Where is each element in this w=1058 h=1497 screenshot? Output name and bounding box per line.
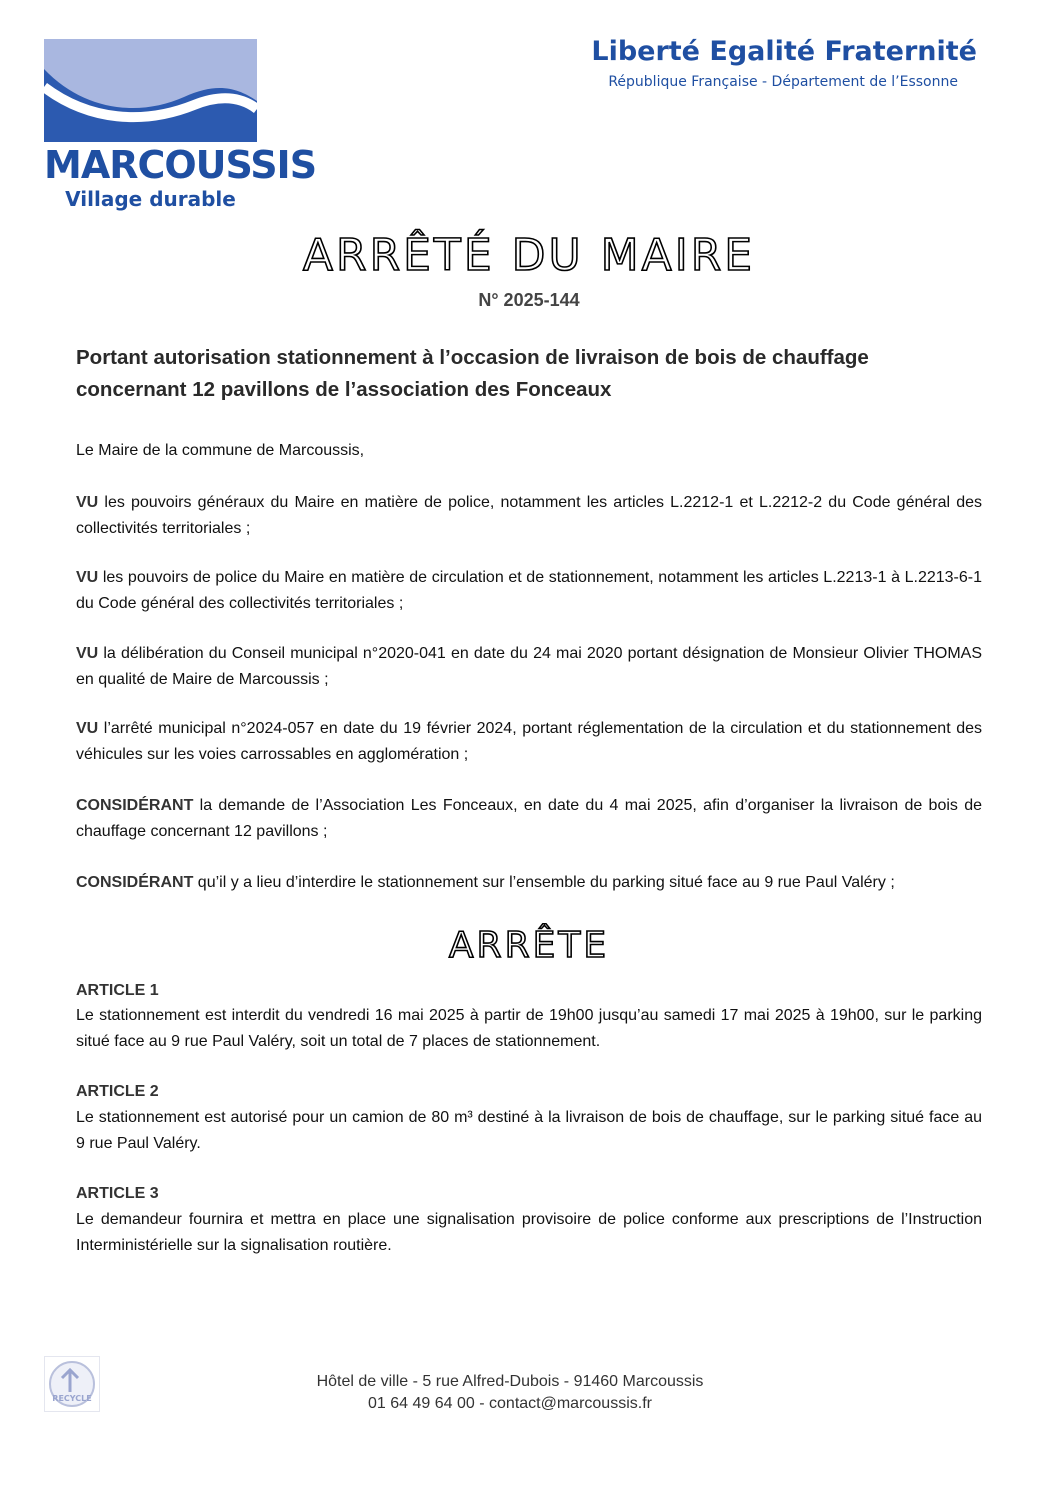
- footer-contact: 01 64 49 64 00 - contact@marcoussis.fr: [368, 1395, 652, 1412]
- arrete-heading: ARRÊTE: [448, 925, 610, 966]
- footer-address: Hôtel de ville - 5 rue Alfred-Dubois - 91460 Marcoussis: [316, 1373, 704, 1390]
- article-text: Le stationnement est interdit du vendredi 16 mai 2025 à partir de 19h00 jusqu’au samedi 17 mai 2025 à 19h00, sur le parking situé face au 9 rue Paul Valéry, soit un total de 7 places de stationnement.: [76, 1007, 982, 1050]
- preamble-text: la demande de l’Association Les Fonceaux, en date du 4 mai 2025, afin d’organiser la livraison de bois de chauffage concernant 12 pavillons ;: [76, 797, 982, 840]
- preamble-paragraph: [76, 641, 982, 693]
- preamble-paragraph: [76, 490, 982, 542]
- intro-paragraph: Le Maire de la commune de Marcoussis,: [76, 442, 365, 459]
- document-subject: Portant autorisation stationnement à l’occasion de livraison de bois de chauffage concernant 12 pavillons de l’association des Fonceaux: [76, 346, 869, 401]
- logo-name: MARCOUSSIS: [44, 143, 317, 187]
- article-text: Le demandeur fournira et mettra en place une signalisation provisoire de police conforme aux prescriptions de l’Instruction Interministérielle sur la signalisation routière.: [76, 1211, 982, 1254]
- considerant-paragraph: [76, 793, 982, 845]
- preamble-paragraph: [76, 565, 982, 617]
- preamble-keyword: VU: [76, 645, 99, 662]
- document-title: ARRÊTÉ DU MAIRE: [302, 230, 756, 281]
- preamble-keyword: VU: [76, 494, 99, 511]
- considerant-paragraph: [76, 870, 982, 896]
- preamble-text: les pouvoirs généraux du Maire en matière de police, notamment les articles L.2212-1 et L.2212-2 du Code général des collectivités territoriales ;: [76, 494, 982, 537]
- recycle-label: RECYCLE: [52, 1394, 92, 1403]
- recycled-paper-icon: [44, 1356, 100, 1412]
- preamble-keyword: VU: [76, 569, 99, 586]
- department-line: République Française - Département de l’Essonne: [608, 74, 958, 90]
- preamble-text: la délibération du Conseil municipal n°2020-041 en date du 24 mai 2020 portant désignation de Monsieur Olivier THOMAS en qualité de Maire de Marcoussis ;: [76, 645, 982, 688]
- preamble-keyword: VU: [76, 720, 99, 737]
- preamble-paragraph: [76, 716, 982, 768]
- preamble-text: qu’il y a lieu d’interdire le stationnement sur l’ensemble du parking situé face au 9 rue Paul Valéry ;: [193, 874, 895, 891]
- republic-motto: Liberté Egalité Fraternité: [591, 36, 977, 67]
- preamble-keyword: CONSIDÉRANT: [76, 874, 194, 891]
- article-text: Le stationnement est autorisé pour un camion de 80 m³ destiné à la livraison de bois de chauffage, sur le parking situé face au 9 rue Paul Valéry.: [76, 1109, 982, 1152]
- preamble-text: les pouvoirs de police du Maire en matière de circulation et de stationnement, notamment les articles L.2213-1 à L.2213-6-1 du Code général des collectivités territoriales ;: [76, 569, 982, 612]
- preamble-keyword: CONSIDÉRANT: [76, 797, 194, 814]
- article-title: ARTICLE 1: [76, 982, 159, 999]
- logo-tagline: Village durable: [65, 187, 236, 211]
- article-title: ARTICLE 3: [76, 1185, 159, 1202]
- marcoussis-logo-wave-icon: [44, 39, 257, 142]
- article-title: ARTICLE 2: [76, 1083, 159, 1100]
- document-number: N° 2025-144: [478, 290, 580, 310]
- preamble-text: l’arrêté municipal n°2024-057 en date du 19 février 2024, portant réglementation de la circulation et du stationnement des véhicules sur les voies carrossables en agglomération ;: [76, 720, 982, 763]
